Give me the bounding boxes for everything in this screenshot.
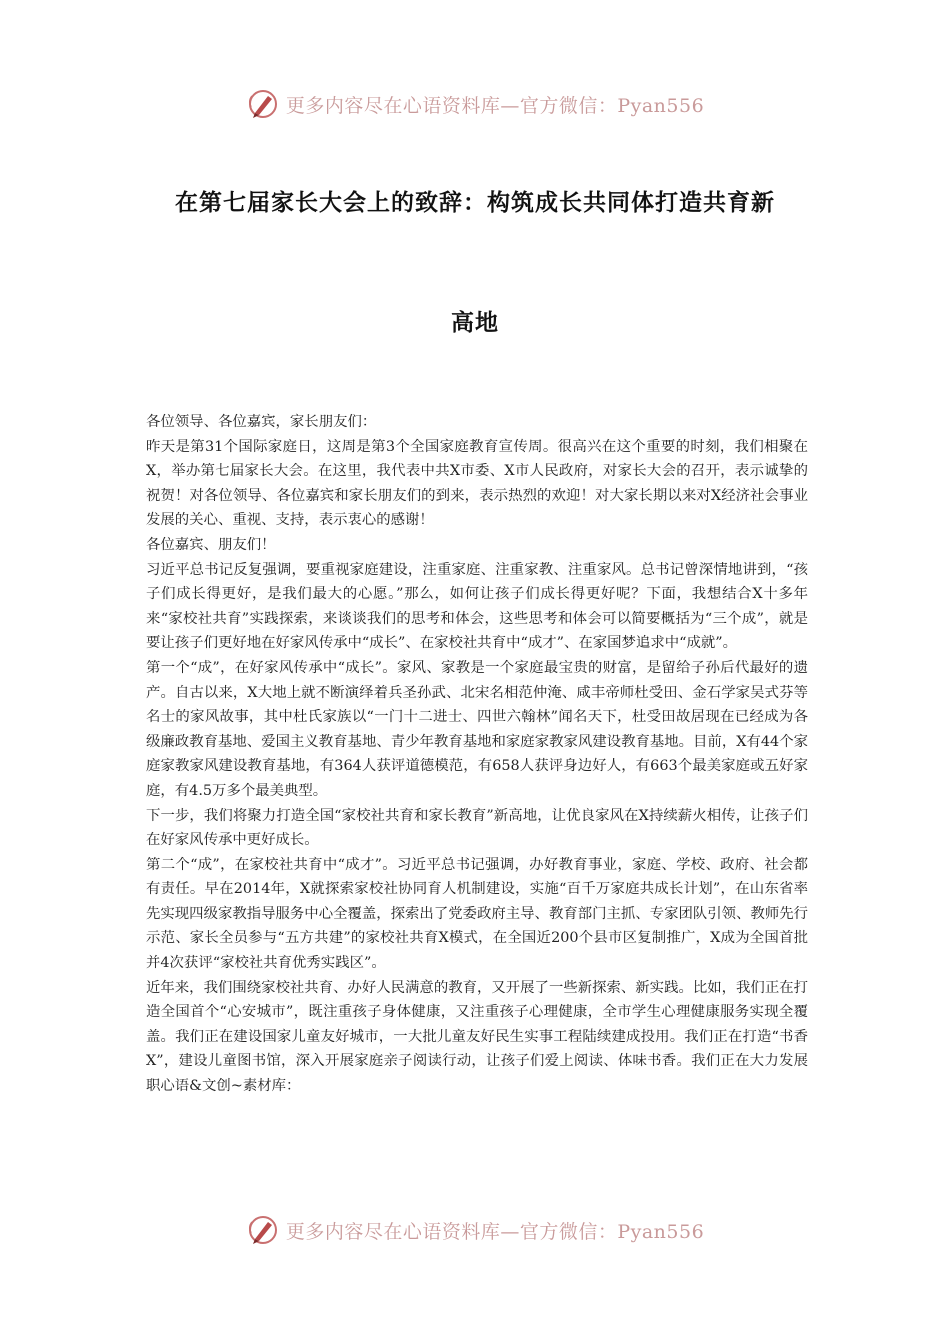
- paragraph-three-cheng: 习近平总书记反复强调，要重视家庭建设，注重家庭、注重家教、注重家风。总书记曾深情地讲到，“孩子们成长得更好，是我们最大的心愿。”那么，如何让孩子们成长得更好呢？下面，我想结合X十多年来“家校社共育”实践探索，来谈谈我们的思考和体会，这些思考和体会可以简要概括为“三个成”，就是要让孩子们更好地在好家风传承中“成长”、在家校社共育中“成才”、在家国梦追求中“成就”。: [146, 561, 808, 652]
- watermark-text: 更多内容尽在心语资料库—官方微信：Pyan556: [285, 1220, 705, 1243]
- paragraph-first-cheng: 第一个“成”，在好家风传承中“成长”。家风、家教是一个家庭最宝贵的财富，是留给子孙后代最好的遗产。自古以来，X大地上就不断演绎着兵圣孙武、北宋名相范仲淹、咸丰帝师杜受田、金石学家吴式芬等名士的家风故事，其中杜氏家族以“一门十二进士、四世六翰林”闻名天下，杜受田故居现在已经成为各级廉政教育基地、爱国主义教育基地、青少年教育基地和家庭家教家风建设教育基地。目前，X有44个家庭家教家风建设教育基地，有364人获评道德模范，有658人获评身边好人，有663个最美家庭或五好家庭，有4.5万多个最美典型。: [146, 659, 808, 799]
- document-body: [146, 410, 808, 1099]
- watermark-text: 更多内容尽在心语资料库—官方微信：Pyan556: [285, 94, 705, 117]
- document-title-line-1: 在第七届家长大会上的致辞：构筑成长共同体打造共育新: [175, 190, 775, 216]
- footer-watermark-banner: [0, 1210, 950, 1250]
- paragraph-recent-years: 近年来，我们围绕家校社共育、办好人民满意的教育，又开展了一些新探索、新实践。比如，我们正在打造全国首个“心安城市”，既注重孩子身体健康，又注重孩子心理健康，全市学生心理健康服务实现全覆盖。我们正在建设国家儿童友好城市，一大批儿童友好民生实事工程陆续建成投用。我们正在打造“书香X”，建设儿童图书馆，深入开展家庭亲子阅读行动，让孩子们爱上阅读、体味书香。我们正在大力发展职心语&文创~素材库：: [146, 979, 808, 1095]
- paragraph-second-cheng: 第二个“成”，在家校社共育中“成才”。习近平总书记强调，办好教育事业，家庭、学校、政府、社会都有责任。早在2014年，X就探索家校社协同育人机制建设，实施“百千万家庭共成长计划”，在山东省率先实现四级家教指导服务中心全覆盖，探索出了党委政府主导、教育部门主抓、专家团队引领、教师先行示范、家长全员参与“五方共建”的家校社共育X模式，在全国近200个县市区复制推广，X成为全国首批并4次获评“家校社共育优秀实践区”。: [146, 856, 808, 972]
- pen-nib-logo-icon: [246, 87, 280, 121]
- pen-nib-logo-icon: [246, 1213, 280, 1247]
- paragraph-next-step: 下一步，我们将聚力打造全国“家校社共育和家长教育”新高地，让优良家风在X持续薪火相传，让孩子们在好家风传承中更好成长。: [146, 807, 808, 849]
- paragraph-address: 各位嘉宾、朋友们！: [146, 536, 276, 553]
- header-watermark-banner: [0, 84, 950, 124]
- document-title-line-2: 高地: [451, 310, 499, 336]
- paragraph-opening: 昨天是第31个国际家庭日，这周是第3个全国家庭教育宣传周。很高兴在这个重要的时刻，我们相聚在X，举办第七届家长大会。在这里，我代表中共X市委、X市人民政府，对家长大会的召开，表示诚挚的祝贺！对各位领导、各位嘉宾和家长朋友们的到来，表示热烈的欢迎！对大家长期以来对X经济社会事业发展的关心、重视、支持，表示衷心的感谢！: [146, 438, 808, 529]
- paragraph-greeting: 各位领导、各位嘉宾，家长朋友们：: [146, 414, 377, 430]
